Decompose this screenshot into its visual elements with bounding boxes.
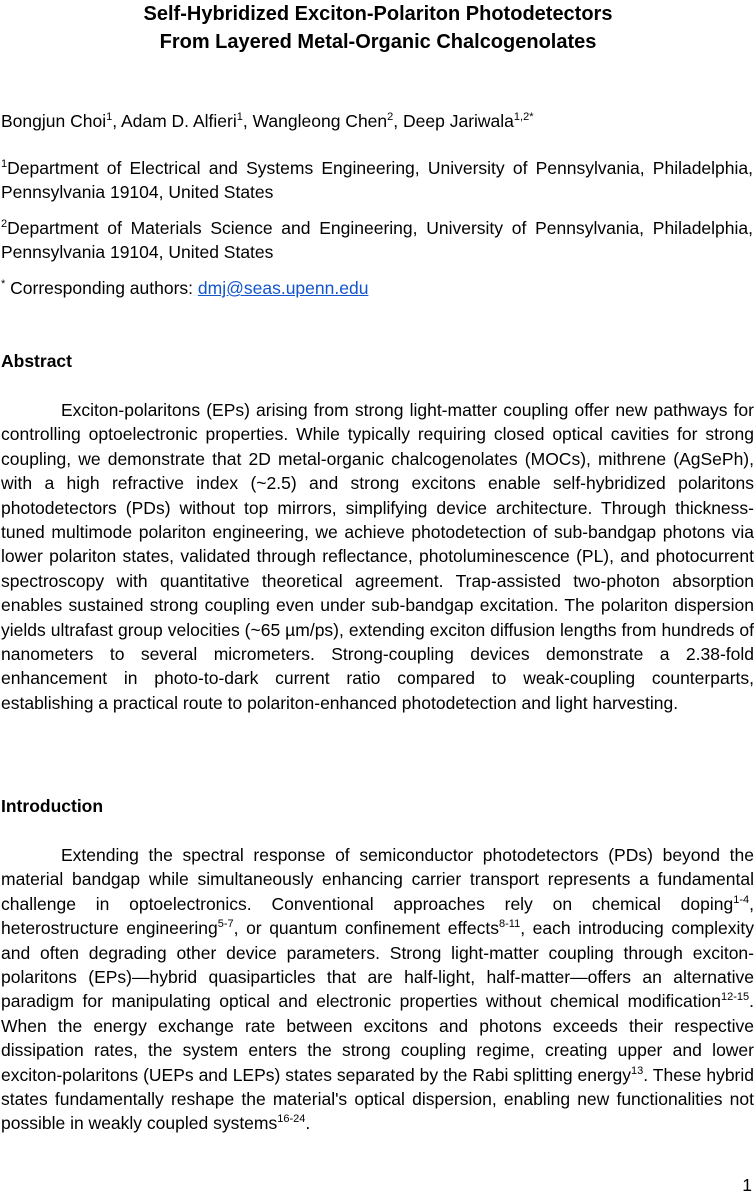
title-line-1: Self-Hybridized Exciton-Polariton Photodetectors: [143, 3, 613, 25]
intro-text: . When the energy exchange rate between excitons and photons exceeds their respective dissipation rates, the system enters the strong coupling regime, creating upper and lower exciton-polaritons (UEPs and LEPs) states separated by the Rabi splitting energy: [1, 991, 754, 1085]
citation: 12-15: [720, 991, 750, 1004]
author-name: Bongjun Choi: [1, 111, 107, 131]
affiliation-2: [1, 216, 753, 264]
intro-text: .: [305, 1113, 311, 1134]
intro-text: , or quantum confinement effects: [233, 918, 500, 939]
page-number: 1: [742, 1175, 752, 1195]
corresponding-author: [1, 276, 368, 300]
author-name: Deep Jariwala: [403, 111, 514, 131]
citation: 16-24: [277, 1113, 306, 1126]
author-name: Wangleong Chen: [252, 111, 388, 131]
intro-text: . These hybrid states fundamentally reshape the material's optical dispersion, enabling new functionalities not possible in weakly coupled systems: [1, 1064, 755, 1134]
corresponding-label: Corresponding authors:: [10, 278, 198, 298]
corresponding-mark: *: [1, 278, 6, 291]
citation: 5-7: [217, 918, 234, 931]
intro-text: , heterostructure engineering: [1, 893, 754, 939]
affiliation-text: Department of Electrical and Systems Engineering, University of Pennsylvania, Philadelphia, Pennsylvania 19104, United States: [1, 158, 753, 202]
affiliation-number: 1: [1, 158, 8, 171]
abstract-heading: Abstract: [1, 351, 72, 371]
intro-text: Extending the spectral response of semiconductor photodetectors (PDs) beyond the material bandgap while simultaneously enhancing carrier transport represents a fundamental challenge in optoelectronics. Conventional approaches rely on chemical doping: [1, 845, 754, 914]
author-affiliation: 1: [236, 111, 243, 124]
affiliation-text: Department of Materials Science and Engineering, University of Pennsylvania, Philadelphia, Pennsylvania 19104, United States: [1, 218, 753, 262]
citation: 8-11: [499, 918, 521, 931]
introduction-heading: Introduction: [1, 796, 104, 816]
affiliation-number: 2: [1, 218, 8, 231]
author-affiliation: 1,2*: [513, 111, 534, 124]
author-list: Bongjun Choi$^1$, Adam D. Alfieri$^1$, Wangleong Chen$^2$, Deep Jariwala$^{1,2*}$: [1, 111, 534, 131]
author-affiliation: 2: [387, 111, 394, 124]
title-line-2: From Layered Metal-Organic Chalcogenolates: [159, 31, 597, 53]
introduction-paragraph: [1, 843, 754, 1136]
email-link[interactable]: dmj@seas.upenn.edu: [197, 278, 369, 298]
paper-title: [0, 0, 756, 56]
intro-text: , each introducing complexity and often degrading other device parameters. Strong light-matter coupling through exciton-polaritons (EPs)—hybrid quasiparticles that are half-light, half-matter—offers an alternative paradigm for manipulating optical and electronic properties without chemical modification: [1, 918, 755, 1012]
citation: 1-4: [733, 893, 750, 906]
affiliation-1: [1, 156, 753, 204]
author-name: Adam D. Alfieri: [120, 111, 237, 131]
abstract-paragraph: Exciton-polaritons (EPs) arising from strong light-matter coupling offer new pathways for controlling optoelectronic properties. While typically requiring closed optical cavities for strong coupling, we demonstrate that 2D metal-organic chalcogenolates (MOCs), mithrene (AgSePh), with a high refractive index (~2.5) and strong excitons enable self-hybridized polaritons photodetectors (PDs) without top mirrors, simplifying device architecture. Through thickness-tuned multimode polariton engineering, we achieve photodetection of sub-bandgap photons via lower polariton states, validated through reflectance, photoluminescence (PL), and photocurrent spectroscopy with quantitative theoretical agreement. Trap-assisted two-photon absorption enables sustained strong coupling even under sub-bandgap excitation. The polariton dispersion yields ultrafast group velocities (~65 µm/ps), extending exciton diffusion lengths from hundreds of nanometers to several micrometers. Strong-coupling devices demonstrate a 2.38-fold enhancement in photo-to-dark current ratio compared to weak-coupling counterparts, establishing a practical route to polariton-enhanced photodetection and light harvesting.: [1, 400, 754, 713]
author-affiliation: 1: [106, 111, 113, 124]
citation: 13: [631, 1064, 644, 1077]
